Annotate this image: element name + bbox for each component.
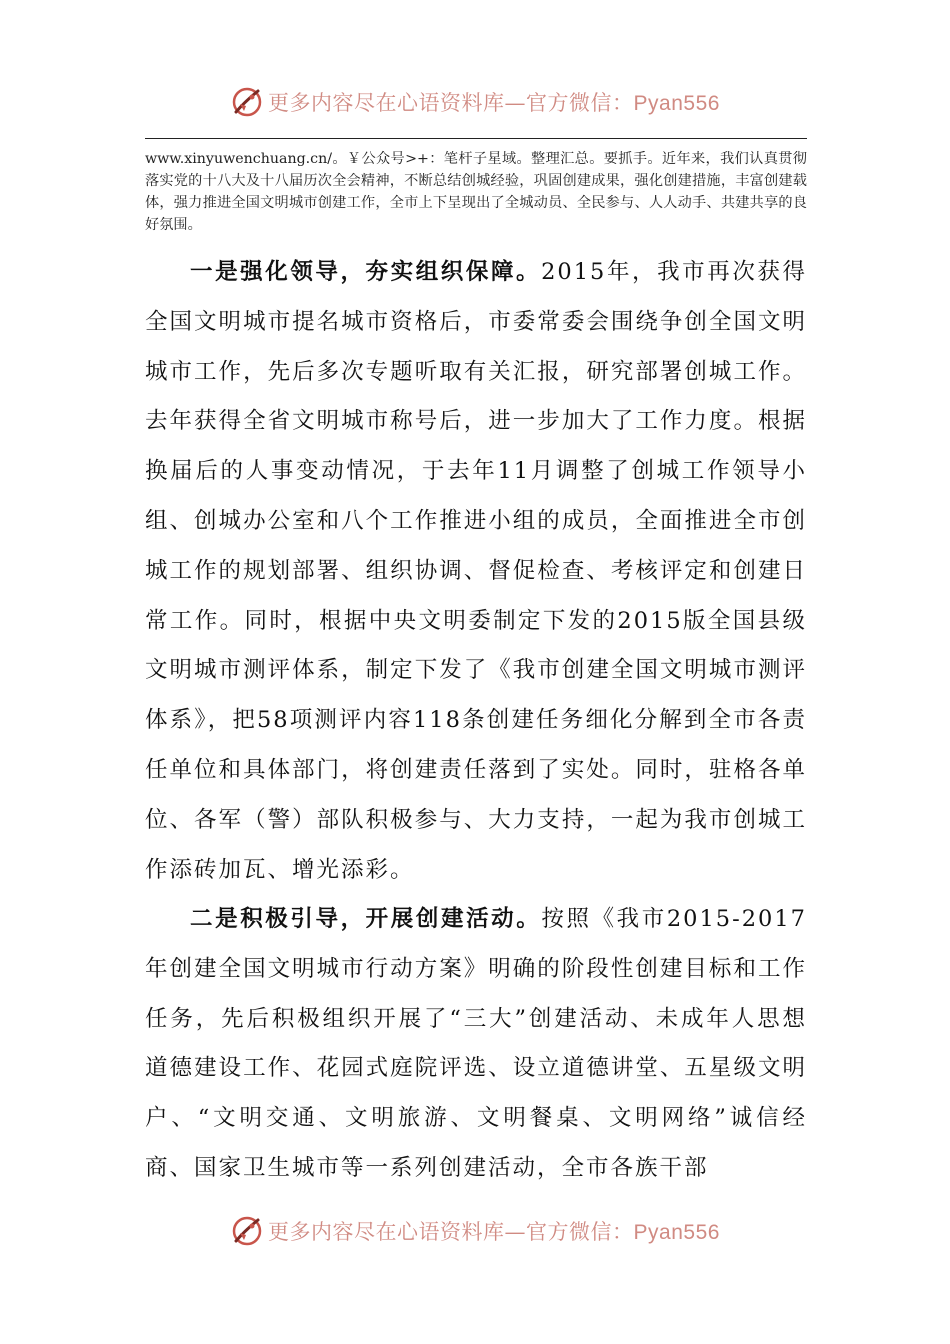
paragraph-2-text: 按照《我市2015-2017年创建全国文明城市行动方案》明确的阶段性创建目标和工作任务，先后积极组织开展了“三大”创建活动、未成年人思想道德建设工作、花园式庭院评选、设立道德讲堂、五星级文明户、“文明交通、文明旅游、文明餐桌、文明网络”诚信经商、国家卫生城市等一系列创建活动，全市各族干部 [145, 906, 807, 1181]
brush-logo-icon [230, 1214, 264, 1248]
intro-paragraph: www.xinyuwenchuang.cn/。￥公众号>+：笔杆子星域。整理汇总。要抓手。近年来，我们认真贯彻落实党的十八大及十八届历次全会精神，不断总结创城经验，巩固创建成果，强化创建措施，丰富创建载体，强力推进全国文明城市创建工作，全市上下呈现出了全城动员、全民参与、人人动手、共建共享的良好氛围。 [145, 151, 807, 233]
body-paragraph-2 [145, 895, 807, 1194]
footer-watermark-text: 更多内容尽在心语资料库—官方微信：Pyan556 [268, 1220, 720, 1244]
paragraph-2-heading: 二是积极引导，开展创建活动。 [190, 906, 542, 932]
brush-logo-icon [230, 85, 264, 119]
header-divider [145, 138, 807, 139]
paragraph-1-heading: 一是强化领导，夯实组织保障。 [190, 259, 542, 285]
paragraph-1-text: 2015年，我市再次获得全国文明城市提名城市资格后，市委常委会围绕争创全国文明城市工作，先后多次专题听取有关汇报，研究部署创城工作。去年获得全省文明城市称号后，进一步加大了工作力度。根据换届后的人事变动情况，于去年11月调整了创城工作领导小组、创城办公室和八个工作推进小组的成员，全面推进全市创城工作的规划部署、组织协调、督促检查、考核评定和创建日常工作。同时，根据中央文明委制定下发的2015版全国县级文明城市测评体系，制定下发了《我市创建全国文明城市测评体系》，把58项测评内容118条创建任务细化分解到全市各责任单位和具体部门，将创建责任落到了实处。同时，驻格各单位、各军（警）部队积极参与、大力支持，一起为我市创城工作添砖加瓦、增光添彩。 [145, 259, 807, 883]
header-watermark-text: 更多内容尽在心语资料库—官方微信：Pyan556 [268, 91, 720, 115]
body-paragraph-1 [145, 248, 807, 895]
header-watermark-banner [0, 82, 950, 122]
footer-watermark-banner [0, 1211, 950, 1251]
